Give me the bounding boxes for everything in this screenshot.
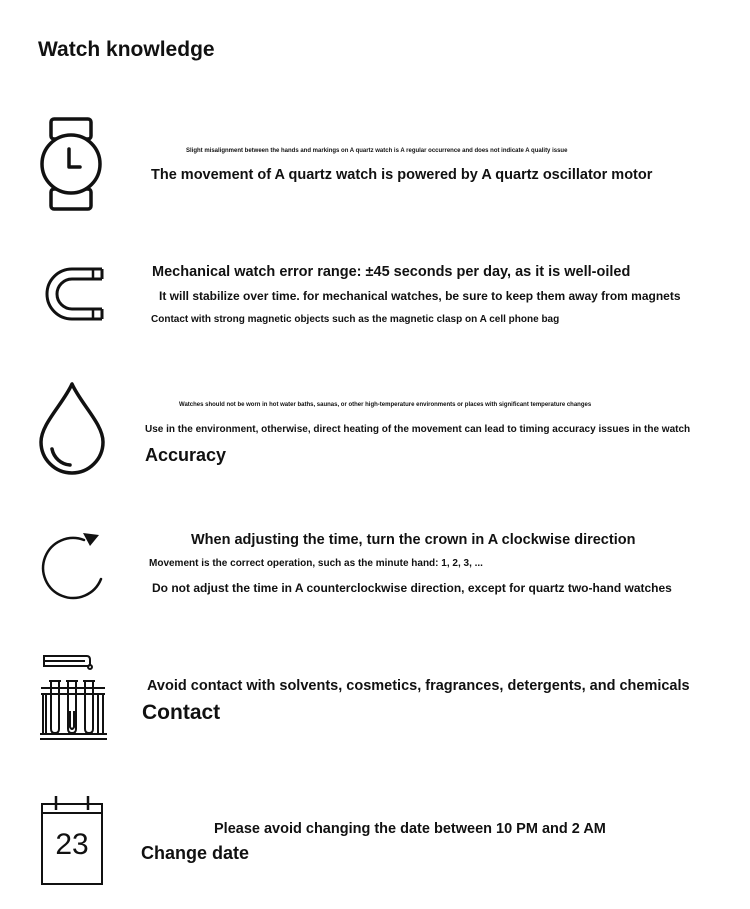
- magnet-line-2: Contact with strong magnetic objects such as the magnetic clasp on A cell phone bag: [151, 314, 560, 325]
- calendar-icon: [40, 794, 106, 888]
- date-heading: Change date: [141, 843, 250, 863]
- water-heading: Accuracy: [145, 445, 227, 465]
- magnet-headline: Mechanical watch error range: ±45 seconds per day, as it is well-oiled: [152, 264, 631, 280]
- magnet-icon: [38, 264, 106, 324]
- chemicals-heading: Contact: [142, 701, 221, 724]
- page-title: Watch knowledge: [38, 38, 215, 61]
- quartz-headline: The movement of A quartz watch is powered by A quartz oscillator motor: [151, 167, 653, 183]
- quartz-note: Slight misalignment between the hands and markings on A quartz watch is A regular occurrence and does not indicate A quality issue: [186, 148, 568, 154]
- date-line-1: Please avoid changing the date between 10 PM and 2 AM: [214, 821, 606, 837]
- adjust-headline: When adjusting the time, turn the crown in A clockwise direction: [191, 532, 636, 548]
- chemicals-line-1: Avoid contact with solvents, cosmetics, fragrances, detergents, and chemicals: [147, 678, 690, 694]
- watch-icon: [38, 116, 104, 212]
- adjust-line-1: Movement is the correct operation, such as the minute hand: 1, 2, 3, ...: [149, 558, 483, 569]
- test-tubes-icon: [37, 651, 109, 747]
- magnet-line-1: It will stabilize over time. for mechanical watches, be sure to keep them away from magnets: [159, 289, 681, 303]
- water-line-1: Use in the environment, otherwise, direct heating of the movement can lead to timing accuracy issues in the watch: [145, 424, 691, 435]
- calendar-day: 23: [55, 828, 89, 861]
- water-note: Watches should not be worn in hot water baths, saunas, or other high-temperature environments or places with significant temperature changes: [179, 402, 592, 408]
- water-drop-icon: [36, 380, 108, 478]
- adjust-line-2: Do not adjust the time in A counterclockwise direction, except for quartz two-hand watches: [152, 581, 672, 595]
- clockwise-arrow-icon: [38, 526, 108, 604]
